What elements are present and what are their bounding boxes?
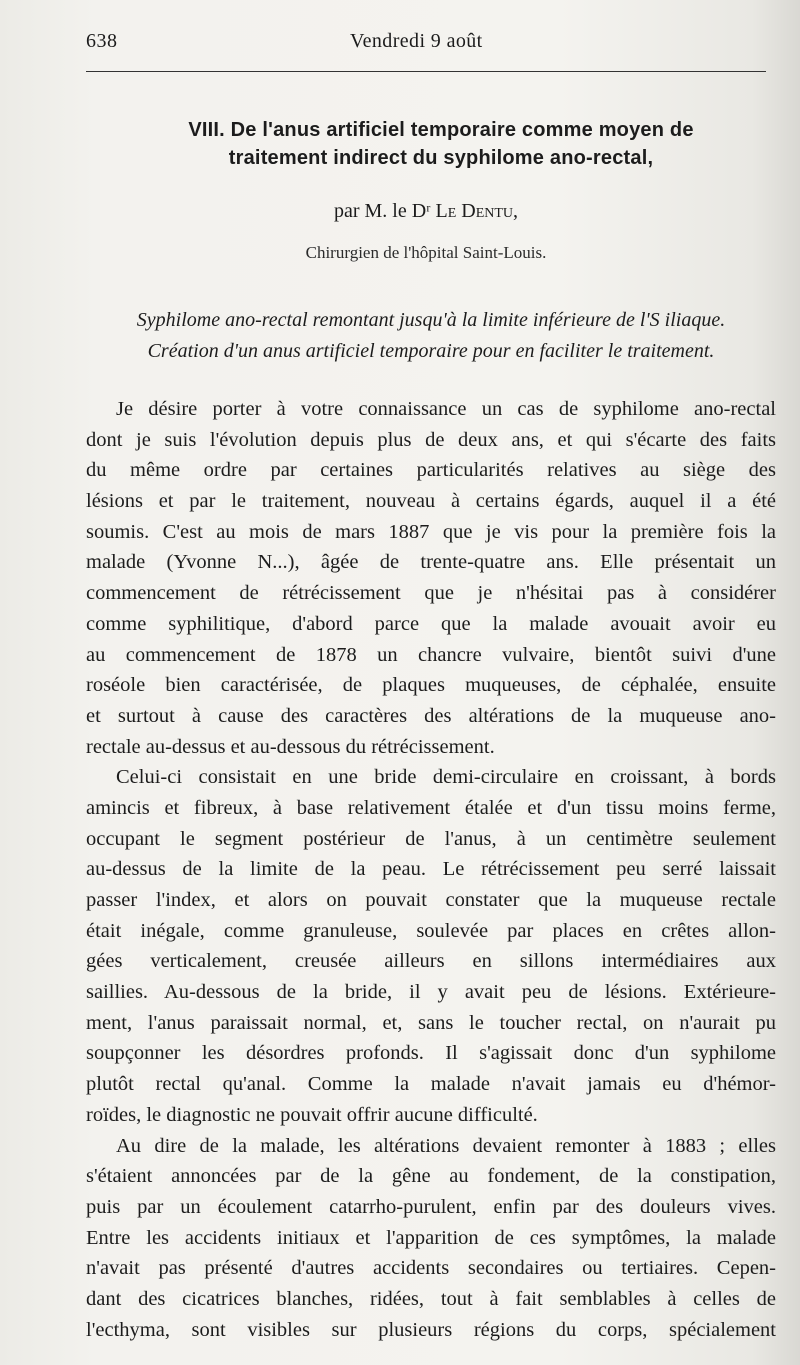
body-line: au-dessus de la limite de la peau. Le rétrécissement peu serré laissait [86, 858, 776, 881]
summary-line: Création d'un anus artificiel temporaire pour en faciliter le traitement. [147, 340, 715, 362]
body-line: roïdes, le diagnostic ne pouvait offrir aucune difficulté. [86, 1103, 538, 1126]
body-line: commencement de rétrécissement que je n'hésitai pas à considérer [86, 582, 776, 605]
body-line: comme syphilitique, d'abord parce que la malade avouait avoir eu [86, 612, 776, 635]
body-line: passer l'index, et alors on pouvait constater que la muqueuse rectale [86, 889, 776, 911]
body-line: Je désire porter à votre connaissance un cas de syphilome ano-rectal [116, 398, 776, 420]
article-title-line: traitement indirect du syphilome ano-rectal, [228, 147, 654, 169]
body-line: au commencement de 1878 un chancre vulvaire, bientôt suivi d'une [86, 643, 776, 666]
body-line: Entre les accidents initiaux et l'apparition de ces symptômes, la malade [86, 1226, 776, 1249]
body-line: était inégale, comme granuleuse, soulevée par places en crêtes allon- [86, 919, 776, 942]
body-line: du même ordre par certaines particularités relatives au siège des [86, 459, 776, 482]
body-line: puis par un écoulement catarrho-purulent, enfin par des douleurs vives. [86, 1195, 776, 1218]
body-line: saillies. Au-dessous de la bride, il y avait peu de lésions. Extérieure- [86, 981, 776, 1004]
body-line: roséole bien caractérisée, de plaques muqueuses, de céphalée, ensuite [86, 674, 776, 697]
body-line: malade (Yvonne N...), âgée de trente-quatre ans. Elle présentait un [86, 551, 776, 574]
body-line: et surtout à cause des caractères des altérations de la muqueuse ano- [86, 704, 776, 727]
article-title [86, 116, 796, 172]
author-affiliation: Chirurgien de l'hôpital Saint-Louis. [305, 243, 547, 262]
author-prefix: par M. le Dʳ [333, 200, 431, 222]
body-line: dant des cicatrices blanches, ridées, tout à fait semblables à celles de [86, 1287, 776, 1310]
body-text [86, 394, 776, 1345]
summary-line: Syphilome ano-rectal remontant jusqu'à la limite inférieure de l'S iliaque. [136, 309, 726, 331]
body-line: soupçonner les désordres profonds. Il s'agissait donc d'un syphilome [86, 1042, 776, 1065]
body-line: plutôt rectal qu'anal. Comme la malade n'avait jamais eu d'hémor- [86, 1073, 776, 1096]
body-line: amincis et fibreux, à base relativement étalée et d'un tissu moins ferme, [86, 796, 776, 819]
body-line: rectale au-dessus et au-dessous du rétrécissement. [86, 735, 495, 758]
header-rule [86, 71, 766, 72]
body-line: l'ecthyma, sont visibles sur plusieurs régions du corps, spécialement [86, 1318, 776, 1341]
body-line: Celui-ci consistait en une bride demi-circulaire en croissant, à bords [116, 766, 776, 789]
body-line: occupant le segment postérieur de l'anus, à un centimètre seulement [86, 827, 776, 850]
running-head [86, 28, 766, 62]
page-number: 638 [86, 30, 118, 52]
summary [86, 305, 776, 367]
body-line: lésions et par le traitement, nouveau à certains égards, auquel il a été [86, 490, 776, 513]
body-line: soumis. C'est au mois de mars 1887 que je vis pour la première fois la [86, 520, 776, 543]
article-title-line: VIII. De l'anus artificiel temporaire comme moyen de [188, 119, 694, 141]
running-title: Vendredi 9 août [350, 30, 483, 52]
body-line: dont je suis l'évolution depuis plus de deux ans, et qui s'écarte des faits [86, 428, 776, 451]
body-line: gées verticalement, creusée ailleurs en sillons intermédiaires aux [86, 950, 776, 973]
body-line: Au dire de la malade, les altérations devaient remonter à 1883 ; elles [116, 1134, 776, 1157]
body-line: s'étaient annoncées par de la gêne au fondement, de la constipation, [86, 1165, 776, 1188]
body-line: n'avait pas présenté d'autres accidents secondaires ou tertiaires. Cepen- [86, 1257, 776, 1280]
author-line [86, 200, 766, 223]
author-name: Le Dentu, [435, 200, 519, 222]
body-line: ment, l'anus paraissait normal, et, sans le toucher rectal, on n'aurait pu [86, 1011, 776, 1034]
